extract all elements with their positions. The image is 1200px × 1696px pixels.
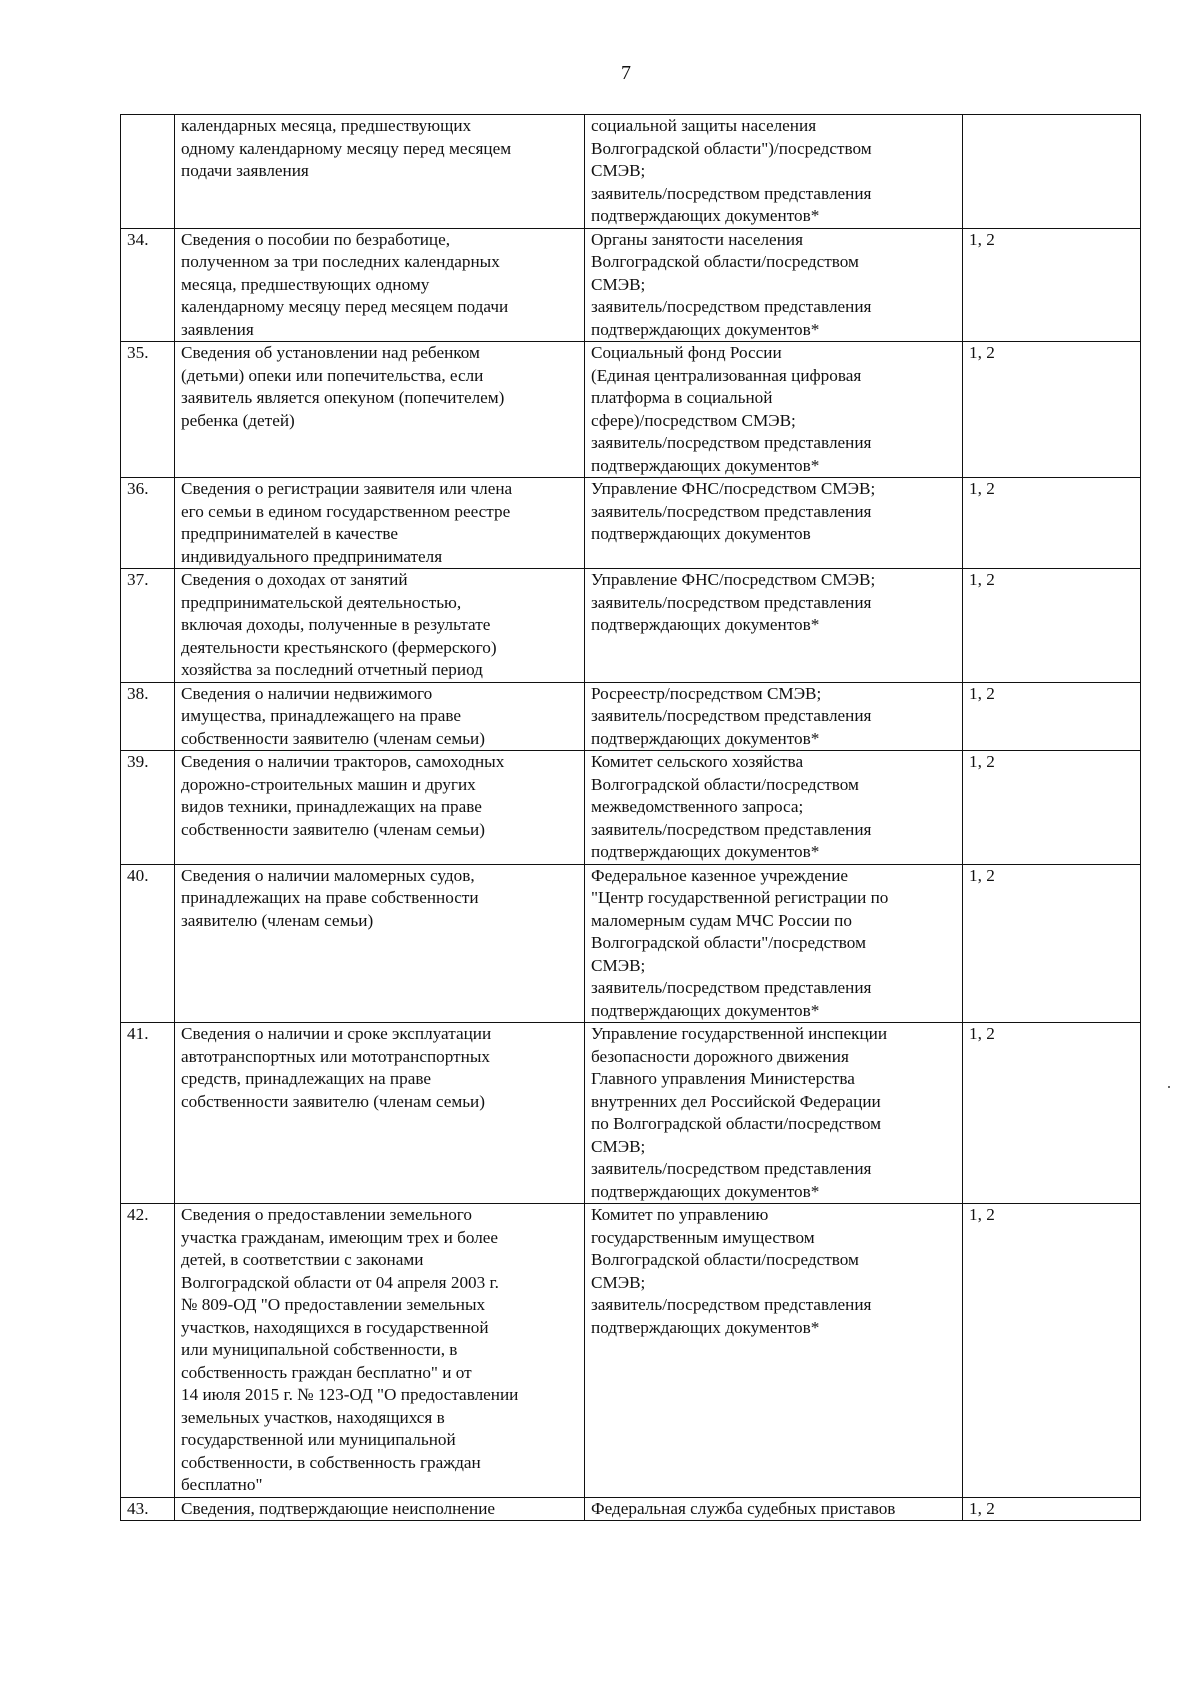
source-cell-line: межведомственного запроса; — [591, 797, 804, 816]
row-number — [121, 115, 175, 229]
table-row — [121, 569, 1141, 683]
source-cell-line: подтверждающих документов* — [591, 728, 820, 748]
source-cell-line: подтверждающих документов* — [591, 455, 820, 475]
info-cell-line: собственности заявителю (членам семьи) — [181, 819, 485, 839]
info-cell-line: дорожно-строительных машин и других — [181, 774, 476, 794]
source-cell — [585, 478, 963, 569]
source-cell — [585, 864, 963, 1023]
table-row — [121, 228, 1141, 342]
info-cell — [175, 1204, 585, 1498]
info-cell-line: собственности заявителю (членам семьи) — [181, 1091, 485, 1111]
page-number: 7 — [621, 62, 631, 84]
source-cell-line: заявитель/посредством представления — [591, 297, 872, 316]
row-number: 43. — [121, 1497, 175, 1521]
source-cell-line: безопасности дорожного движения — [591, 1046, 849, 1066]
stage-cell — [963, 115, 1141, 229]
info-cell-line: месяца, предшествующих одному — [181, 274, 430, 294]
source-cell-line: Волгоградской области/посредством — [591, 774, 859, 794]
source-cell-line: подтверждающих документов — [591, 524, 811, 543]
table-row — [121, 1204, 1141, 1498]
source-cell — [585, 751, 963, 865]
info-cell — [175, 864, 585, 1023]
source-cell-line: Комитет сельского хозяйства — [591, 752, 804, 771]
source-cell-line: подтверждающих документов* — [591, 615, 820, 634]
info-cell-line: Сведения о наличии тракторов, самоходных — [181, 752, 505, 771]
table-row — [121, 478, 1141, 569]
table-row — [121, 115, 1141, 229]
info-cell-line: принадлежащих на праве собственности — [181, 888, 479, 907]
row-number: 39. — [121, 751, 175, 865]
info-cell-line: средств, принадлежащих на праве — [181, 1069, 431, 1088]
info-cell-line: Сведения о наличии маломерных судов, — [181, 865, 475, 885]
source-cell-line: Волгоградской области/посредством — [591, 252, 859, 271]
source-cell-line: Волгоградской области"/посредством — [591, 933, 866, 952]
info-cell-line: (детьми) опеки или попечительства, если — [181, 365, 484, 385]
table-row — [121, 751, 1141, 865]
info-cell-line: Сведения о наличии недвижимого — [181, 683, 433, 703]
row-number: 41. — [121, 1023, 175, 1204]
info-cell-line: хозяйства за последний отчетный период — [181, 660, 483, 679]
info-cell-line: собственность граждан бесплатно" и от — [181, 1362, 472, 1382]
source-cell-line: Волгоградской области/посредством — [591, 1250, 859, 1269]
stage-cell: 1, 2 — [963, 569, 1141, 683]
source-cell-line: Управление ФНС/посредством СМЭВ; — [591, 570, 876, 589]
info-cell-line: Волгоградской области от 04 апреля 2003 г. — [181, 1272, 499, 1292]
source-cell — [585, 228, 963, 342]
info-cell-line: или муниципальной собственности, в — [181, 1340, 458, 1359]
source-cell-line: заявитель/посредством представления — [591, 706, 872, 725]
info-cell-line: его семьи в едином государственном реестре — [181, 501, 511, 521]
source-cell-line: подтверждающих документов* — [591, 842, 820, 861]
info-cell — [175, 115, 585, 229]
stage-cell: 1, 2 — [963, 751, 1141, 865]
table-row — [121, 342, 1141, 478]
info-cell-line: деятельности крестьянского (фермерского) — [181, 637, 497, 657]
info-cell — [175, 228, 585, 342]
stage-cell: 1, 2 — [963, 864, 1141, 1023]
info-cell-line: предпринимателей в качестве — [181, 524, 399, 543]
info-cell-line: ребенка (детей) — [181, 410, 295, 430]
info-cell-line: одному календарному месяцу перед месяцем — [181, 138, 512, 158]
source-cell-line: подтверждающих документов* — [591, 1317, 820, 1337]
source-cell-line: заявитель/посредством представления — [591, 433, 872, 452]
source-cell — [585, 1023, 963, 1204]
info-cell-line: Сведения о пособии по безработице, — [181, 229, 451, 249]
info-cell-line: детей, в соответствии с законами — [181, 1250, 424, 1269]
stage-cell: 1, 2 — [963, 228, 1141, 342]
source-cell-line: Комитет по управлению — [591, 1205, 769, 1224]
stage-cell: 1, 2 — [963, 478, 1141, 569]
source-cell-line: СМЭВ; — [591, 1272, 646, 1292]
source-cell-line: государственным имуществом — [591, 1227, 815, 1247]
source-cell — [585, 342, 963, 478]
source-cell-line: Росреестр/посредством СМЭВ; — [591, 683, 822, 703]
info-cell — [175, 1497, 585, 1521]
row-number: 34. — [121, 228, 175, 342]
info-cell-line: автотранспортных или мототранспортных — [181, 1046, 490, 1066]
source-cell-line: по Волгоградской области/посредством — [591, 1114, 882, 1133]
info-cell-line: Сведения об установлении над ребенком — [181, 343, 480, 362]
row-number: 38. — [121, 682, 175, 751]
info-cell-line: собственности заявителю (членам семьи) — [181, 728, 485, 748]
source-cell-line: Органы занятости населения — [591, 229, 803, 249]
info-cell-line: календарному месяцу перед месяцем подачи — [181, 297, 509, 316]
info-cell-line: земельных участков, находящихся в — [181, 1407, 445, 1427]
info-cell-line: участка гражданам, имеющим трех и более — [181, 1227, 499, 1247]
source-cell-line: платформа в социальной — [591, 388, 773, 407]
info-cell-line: предпринимательской деятельностью, — [181, 592, 462, 612]
source-cell-line: заявитель/посредством представления — [591, 978, 872, 997]
source-cell-line: подтверждающих документов* — [591, 319, 820, 339]
stage-cell: 1, 2 — [963, 342, 1141, 478]
stage-cell: 1, 2 — [963, 682, 1141, 751]
source-cell-line: Социальный фонд России — [591, 343, 782, 362]
documents-table — [120, 114, 1141, 1521]
info-cell-line: государственной или муниципальной — [181, 1430, 456, 1449]
table-row — [121, 1023, 1141, 1204]
source-cell-line: Федеральная служба судебных приставов — [591, 1498, 896, 1518]
info-cell-line: Сведения о доходах от занятий — [181, 570, 408, 589]
info-cell-line: заявитель является опекуном (попечителем) — [181, 388, 505, 407]
source-cell — [585, 569, 963, 683]
source-cell-line: Управление ФНС/посредством СМЭВ; — [591, 479, 876, 498]
info-cell-line: заявителю (членам семьи) — [181, 910, 374, 930]
source-cell — [585, 115, 963, 229]
source-cell-line: (Единая централизованная цифровая — [591, 365, 862, 385]
row-number: 37. — [121, 569, 175, 683]
source-cell-line: Управление государственной инспекции — [591, 1024, 888, 1043]
stage-cell: 1, 2 — [963, 1023, 1141, 1204]
source-cell-line: заявитель/посредством представления — [591, 183, 872, 203]
info-cell-line: полученном за три последних календарных — [181, 252, 500, 271]
source-cell-line: социальной защиты населения — [591, 116, 817, 135]
source-cell-line: заявитель/посредством представления — [591, 592, 872, 612]
info-cell-line: заявления — [181, 319, 254, 339]
info-cell-line: бесплатно" — [181, 1475, 263, 1494]
info-cell-line: Сведения, подтверждающие неисполнение — [181, 1498, 496, 1518]
info-cell-line: собственности, в собственность граждан — [181, 1452, 481, 1472]
info-cell — [175, 682, 585, 751]
row-number: 36. — [121, 478, 175, 569]
source-cell-line: сфере)/посредством СМЭВ; — [591, 410, 796, 430]
stage-cell: 1, 2 — [963, 1204, 1141, 1498]
info-cell-line: участков, находящихся в государственной — [181, 1317, 489, 1337]
info-cell — [175, 478, 585, 569]
source-cell-line: Федеральное казенное учреждение — [591, 865, 849, 885]
scan-speck — [1168, 1086, 1170, 1088]
info-cell — [175, 342, 585, 478]
source-cell — [585, 1204, 963, 1498]
source-cell-line: заявитель/посредством представления — [591, 1295, 872, 1314]
source-cell-line: маломерным судам МЧС России по — [591, 910, 852, 930]
info-cell-line: Сведения о наличии и сроке эксплуатации — [181, 1024, 492, 1043]
info-cell — [175, 569, 585, 683]
source-cell — [585, 682, 963, 751]
table-row — [121, 864, 1141, 1023]
source-cell-line: внутренних дел Российской Федерации — [591, 1091, 881, 1111]
source-cell-line: СМЭВ; — [591, 274, 646, 294]
info-cell-line: включая доходы, полученные в результате — [181, 615, 491, 634]
info-cell-line: № 809-ОД "О предоставлении земельных — [181, 1295, 486, 1314]
source-cell-line: Главного управления Министерства — [591, 1069, 855, 1088]
source-cell-line: СМЭВ; — [591, 955, 646, 975]
source-cell-line: подтверждающих документов* — [591, 206, 820, 225]
table-row — [121, 1497, 1141, 1521]
source-cell-line: подтверждающих документов* — [591, 1181, 820, 1201]
source-cell-line: Волгоградской области")/посредством — [591, 138, 872, 158]
info-cell — [175, 751, 585, 865]
info-cell-line: календарных месяца, предшествующих — [181, 116, 472, 135]
info-cell-line: Сведения о предоставлении земельного — [181, 1205, 473, 1224]
info-cell-line: 14 июля 2015 г. № 123-ОД "О предоставлении — [181, 1385, 519, 1404]
source-cell-line: СМЭВ; — [591, 1136, 646, 1156]
info-cell-line: индивидуального предпринимателя — [181, 546, 443, 566]
source-cell-line: СМЭВ; — [591, 161, 646, 180]
info-cell-line: подачи заявления — [181, 161, 309, 180]
stage-cell: 1, 2 — [963, 1497, 1141, 1521]
source-cell — [585, 1497, 963, 1521]
info-cell-line: видов техники, принадлежащих на праве — [181, 797, 482, 816]
source-cell-line: "Центр государственной регистрации по — [591, 888, 889, 907]
info-cell-line: Сведения о регистрации заявителя или члена — [181, 479, 513, 498]
table-row — [121, 682, 1141, 751]
source-cell-line: заявитель/посредством представления — [591, 501, 872, 521]
info-cell-line: имущества, принадлежащего на праве — [181, 706, 462, 725]
source-cell-line: заявитель/посредством представления — [591, 819, 872, 839]
row-number: 35. — [121, 342, 175, 478]
source-cell-line: подтверждающих документов* — [591, 1000, 820, 1020]
row-number: 42. — [121, 1204, 175, 1498]
table-body — [121, 115, 1141, 1521]
source-cell-line: заявитель/посредством представления — [591, 1159, 872, 1178]
info-cell — [175, 1023, 585, 1204]
row-number: 40. — [121, 864, 175, 1023]
